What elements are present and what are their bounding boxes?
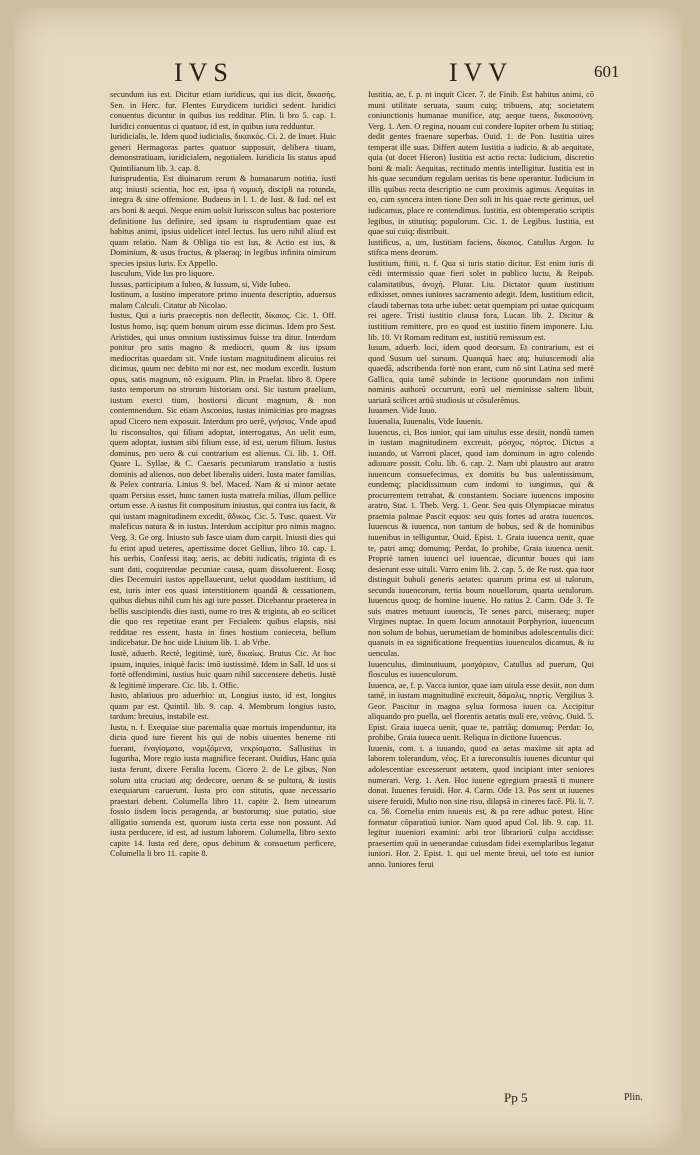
dictionary-entry: Iustitium, ftitii, n. f. Qua si iuris statio dicitur. Est enim iuris di cēdi intermissio quae fieri solet in publico luctu, & Reipub. calamitatibus, ἀνοχή. Plutar. Liu. Dictator quum iustitium edixisset, omnes iuniores sacramento adegit. Idem, Iustitium edicit, claudi tabernas tota urbe iubet: uetat quempiam pri uatae quicquam rei agere. Tristi iustitio clausa fora, Lucan. lib. 2. Dicitur & iustitium remittere, pro eo quod est iustitio finem imponere. Liu. lib. 10. Vt Romam reditum est, iustitiū remissum est. <box>368 258 594 342</box>
running-head <box>14 58 682 88</box>
dictionary-entry: Iuuenalia, Iuuenalis, Vide Iuuenis. <box>368 416 483 426</box>
dictionary-entry: Iuuamen. Vide Iuuo. <box>368 406 437 416</box>
dictionary-entry: secundum ius est. Dicitur etiam iuridicus, qui ius dicit, δικασὴς. Sen. in Herc. fur. Flentes Eurydicem iuridici sedent. Iuridici conuentus dicuntur in quibus ius redditur. Plin. li bro 5. cap. 1. Iuridici conuentus ci quatuor, id est, in quibus iura redduntur. <box>110 90 336 131</box>
dictionary-entry: Iustus, Qui a iuris praeceptis non deflectit, δίκαιος. Cic. 1. Off. Iustus homo, isq; quem bonum uirum esse dicimus. Idem pro Sest. Aristides, qui unus omnium iustissimus fuisse tra ditur. Interdum ponitur pro satis magno & mediocri, quum & ius ipsum mediocritas quaedam sit. Vnde iustam magnitudinem alicuius rei dicimus, quum nec debito mi nor est, nec modum excedit. Iustum opus, satis magnum, nō exiguum. Plin. in Praefat. libro 8. Opere iusto temporum no strorum historiam orsi. Sic iustum praelium, iustum exerci tium, hostiorsi dicunt magnum, & non contemnendum. Sic etiam Asconius, iustas inimicitias pro magnas apud Cicero nem exposuit. Interdum pro uerē, γνήσιος. Vnde apud Iu risconsultos, qui filium adoptat, interrogatus, An uelit eum, quem adoptat, iustum sibi filium esse, id est, uerum filium. Iustus dominus, pro uero & cui contrarium est alienus. Ci. lib. 1. Off. Quare L. Syllae, & C. Caesaris pecuniarum translatio a iustis dominis ad alienos, non debet liberalis uideri. Iusta mater familias, & Pelex contraria. Linius 9. bel. Maced. Nam & si minor aetate quam Persius esset, hunc tamen iusta matrefa milias, illum pellice ortum esse. A iustus fit compositum iniustus, qui contra ius facit, & qui iustam magnitudinem excedit, ἄδικος. Cic. 5. Tusc. quaest. Vir maleficus natura & in iustus. Interdum accipitur pro nimis magno. Verg. 3. Ge org. Iniusto sub fasce uiam dum carpit. Iniusti dies qui fu erint apud ueteres, apertissime docet Gellius, libro 10. cap. 1. his uerbis, Confessi itaq; aeris, ac debiti iudicatis, triginta di es sunt dati, coquirendae pecuniae causa, quam dissoluerent. Eosq; dies Decemuiri iustos appellauerunt, uelut quoddam iustitium, id est, iuris inter eos quasi interstitionem quandā & cessationem, quibus diebus nihil cum his agi iure posset. Dicebantur praeterea in bellis suscipiendis dies iusti, nume ro tres & triginta, ab eo scilicet die quo res repetitae erant per Fecialem: quibus elapsis, nisi redditae res essent, hasta in fines hostium conieceta, bellum indicebatur. De hoc uide Liuium lib. 1. ab Vrbe. <box>110 311 336 648</box>
dictionary-entry: Iurisprudentia, Est diuinarum rerum & humanarum notitia, iusti atq; iniusti scientia, hoc est, ipsa ἡ νομικὴ, discipli na rotunda, integra & sine offensione. Budaeus in l. 1. de Iust. & Iud. nel est ars boni & aequi. Neque enim uolsit Iurisscon sultus hac posteriore definitione Ius definire, sed ipsam iu risprudentiam quae est habitus animi, ipsius uidelicet intel lectus. Ius uero nihil aliud est quam relatio. Nam & Obliga tio est Ius, & Actio est ius, & Dominium, & usus fructus, & plaeraq; in legibus infinita nimirum species ipsius Iuris. Ex Appello. <box>110 174 336 268</box>
dictionary-entry: Iusum, aduerb. loci, idem quod deorsum. Et contrarium, est ei quod Susum uel sursum. Quanquā haec atq; huiuscemodi alia quaedā, adscribenda fortè non erant, cum nō sint Latina sed merè Gallica, quia tamē subinde in lectione quorundam non infimi nominis authorū occurrunt, eorū uel meminisse saltem libuit, uariatā scilicet artiū studiosis ut cōsulerēmus. <box>368 343 594 405</box>
dictionary-entry: Iuuencus, ci, Bos iunior, qui iam uitulus esse desiit, nondū tamen in iustam magnitudinem excreuit, μόσχος, πόρτος. Dictus a iuuando, ut Varroni placet, quod iam dominum in agro colendo adiuuare possit. Colu. lib. 6. cap. 2. Nam ubi plaustro aut aratro iuuencum consuefecimus, ex domitis bu bus ualentissimum, eundemq; placidissimum cum indomi to iungimus, qui & procurrentem retrahat, & constantem. Sociare iuuencos imposito aratro, Stat. 1. Theb. Verg. 1. Geor. Seu quis Olympiacae miratus praemia palmae Pascit equos: seu quis fortes ad aratra iuuencos. Iuuencus & iuuenca, non tantum de bobus, sed & de hominibus iuuenibus in telliguntur, Ouid. Epist. 1. Graia iuuenca uenit, quae te, patri amq; domumq; Perdat, Io prohibe, Graia iuuenca uenit. Propriè tamen iuuenci uel iuuencae, dicuntur boues qui iam desierunt esse uituli. Varro enim lib. 2. cap. 5. de Re rust. qua tuor distinguit bubuli generis aetates: quarum prima est ui tulorum, secunda iuuencorum, tertia boum nouellorum, quarta uetulorum. Iuuencus quoq; de homine iuuene. Ho ratius 2. Carm. Ode 3. Te suis matres metuunt iuuencis, Te senes parci, miseraeq; nuper Virgines nuptae. In quem locum annotauit Porphyrion, iuuencum non solum de bobus, uerumetiam de hominibus adolescentulis dici: quanuis in ea significatione frequentius iuuenculos dicamus, & iu uenculas. <box>368 427 594 658</box>
page-number: 601 <box>594 62 620 81</box>
dictionary-entry: Iuuenca, ae, f. p. Vacca iunior, quae iam uitula esse desiit, non dum tamē, in iustam magnitudinē excreuit, δάμαλις, πορτίς. Vergilius 3. Geor. Pascitur in magna sylua formosa iuuen ca. Accipitur aliquando pro puella, uel florentis aetatis mulí ere, νεᾶνις. Ouid. 5. Epist. Graia iuueca uenit, quae te, patriāq; domumq; Perdat: Io, prohibe, Graia iuueca uenit. Reliqua in dictione Iuuencus. <box>368 680 594 743</box>
dictionary-entry: Iuridicialis, le. Idem quod iudicialis, δικαικός. Ci. 2. de Inuet. Huic generi Hermagoras partes quatuor supposuit, delibera tiuam, demonstratiuam, iuridicialem, negotialem. Iuridicia lis status apud Quintilianum lib. 3. cap. 8. <box>110 132 336 173</box>
left-column <box>104 90 336 1080</box>
dictionary-entry: Iustè, aduerb. Rectè, legitimè, iurè, δικαίως. Brutus Cic. At hoc ipsum, inquies, iniquè facis: imō iustissimè. Idem in Sall. Id uos si fortè offendimini, iustius huic quam nihil succensere debetis. Iustè & legitimè imperare. Cic. lib. 1. Offic. <box>110 648 336 690</box>
dictionary-entry: Iusculum, Vide Ius pro liquore. <box>110 269 215 279</box>
dictionary-entry: Iusta, n. f. Exequiae siue parentalia quae mortuis impenduntur, ita dicta quod iure fierent his qui de nobis uiuentes beneme riti fuerant, ἐναγίσματα, νομιζόμενα, νεκρίσματα. Sallustius in Iugurtha, More regio iusta magnifice fecerant. Ouidius, Hanc quia iusta ferunt, dixere Feralia lucem. Cicero 2. de Le gibus, Non solum uita cruciati atq; dedecore, uerum & se pultura, & iustis exequiarum caruerunt. Iusta pro con stitutis, quae necessario praestari debent. Columella libro 11. capite 2. Item uinearum fossio iisdem locis peragenda, ar bustorumq; siue putatio, siue alligatio sumenda est, quorum iusta certa esse non possunt. Ad iusta perducere, id est, ad iustum laborem. Columella, libro sexto capite 14. Iusta red dere, opus debitum & consuetum perficere, Columella li bro 11. capite 8. <box>110 722 336 859</box>
left-heading: IVS <box>174 58 234 87</box>
dictionary-entry: Iusto, ablatiuus pro aduerbio: ut, Longius iusto, id est, longius quam par est. Quintil. lib. 9. cap. 4. Membrum longius iusto, tardum: breuius, instabile est. <box>110 691 336 722</box>
catchword: Plin. <box>624 1092 643 1103</box>
page-footer <box>14 1090 682 1106</box>
dictionary-entry: Iustinum, a Iustino imperatore primo inuenta descriptio, aduersus malam Calculi. Citatur ab Nicolao. <box>110 290 336 310</box>
right-column <box>362 90 594 1080</box>
dictionary-entry: Iustitia, ae, f. p. nt inquit Cicer. 7. de Finib. Est habitus animi, cō muni utilitate seruata, suum cuiq; tribuens, atq; societatem coniunctionis humanae munifice, atq; aeque tuens, δικαιοσύνη. Verg. 1. Aen. O regina, nouam cui condere Iupiter orbem Iu stitiaq; dedit gentes fraenare superbas. Ouid. 1. de Pon. Iustitia uires temperat ille suas. Differt autem Iustitia a iudicio, & ab aequitate, quia (ut docet Hieron) Iustitia est actio recta: Iudicium, discretio boni & mali: Aequitas, rectitudo mentis intelligitur. Iustitia est in his quae secundum regulam ueritas tis bene operantur. Iudicium in illis quibus recta descriptio ne cum proximis agimus. Aequitas in eo, cum syncera inten tione Deo soli in his quae recte gerimus, uel iudicamus, place re contendimus. Iustitia, est obtemperatio scriptis legibus, in stitutisq; populorum. Cic. 1. de Legibus. Iustitia, est quae sui cuiq; distribuit. <box>368 90 594 237</box>
dictionary-entry: Iussus, participium a Iubeo, & Iussum, si, Vide Iubeo. <box>110 279 291 289</box>
dictionary-entry: Iuuenis, com. t. a iuuando, quod ea aetas maxime sit apta ad laborem tolerandum, νέος. Et a iureconsultis iuuenes dicuntur qui adolescentiae excesserunt aetatem, quod incipiant inter seniores numerari. Verg. 1. Aen. Hoc iuuene egregium praestā ti munere donat. Iuuenes feruidi. Hor. 4. Carm. Ode 13. Pos sent ut iuuenes uisere feruidi, Multo non sine risu, dilapsā in cineres facē. Pli. li. 7. ca. 56. Cornelia enim iuuenis est, & pa rere adhuc potest. Hinc formatur cōparatiuū iunior. Nam quod apud Col. lib. 9. cap. 11. legitur iuueniori examini: arbi tror librariorū culpa accidisse: praesertim quū in uenerandae cuiusdam fidei exemplaribus legatur iuniori. Hor. 2. Epist. 1. qui uel mente breui, uel toto est iunior anno. Iuniores ferui <box>368 743 594 869</box>
book-page <box>14 8 682 1148</box>
dictionary-entry: Iuuenculus, diminutiuum, μοσχάριον, Catullus ad puerum, Qui flosculus es iuuenculorum. <box>368 659 594 680</box>
dictionary-entry: Iustificus, a, um, Iustitiam faciens, δίκαιος. Catullus Argon. Iu stifica mens deorum. <box>368 237 594 258</box>
signature-mark: Pp 5 <box>504 1090 528 1105</box>
right-heading: IVV <box>449 58 514 87</box>
